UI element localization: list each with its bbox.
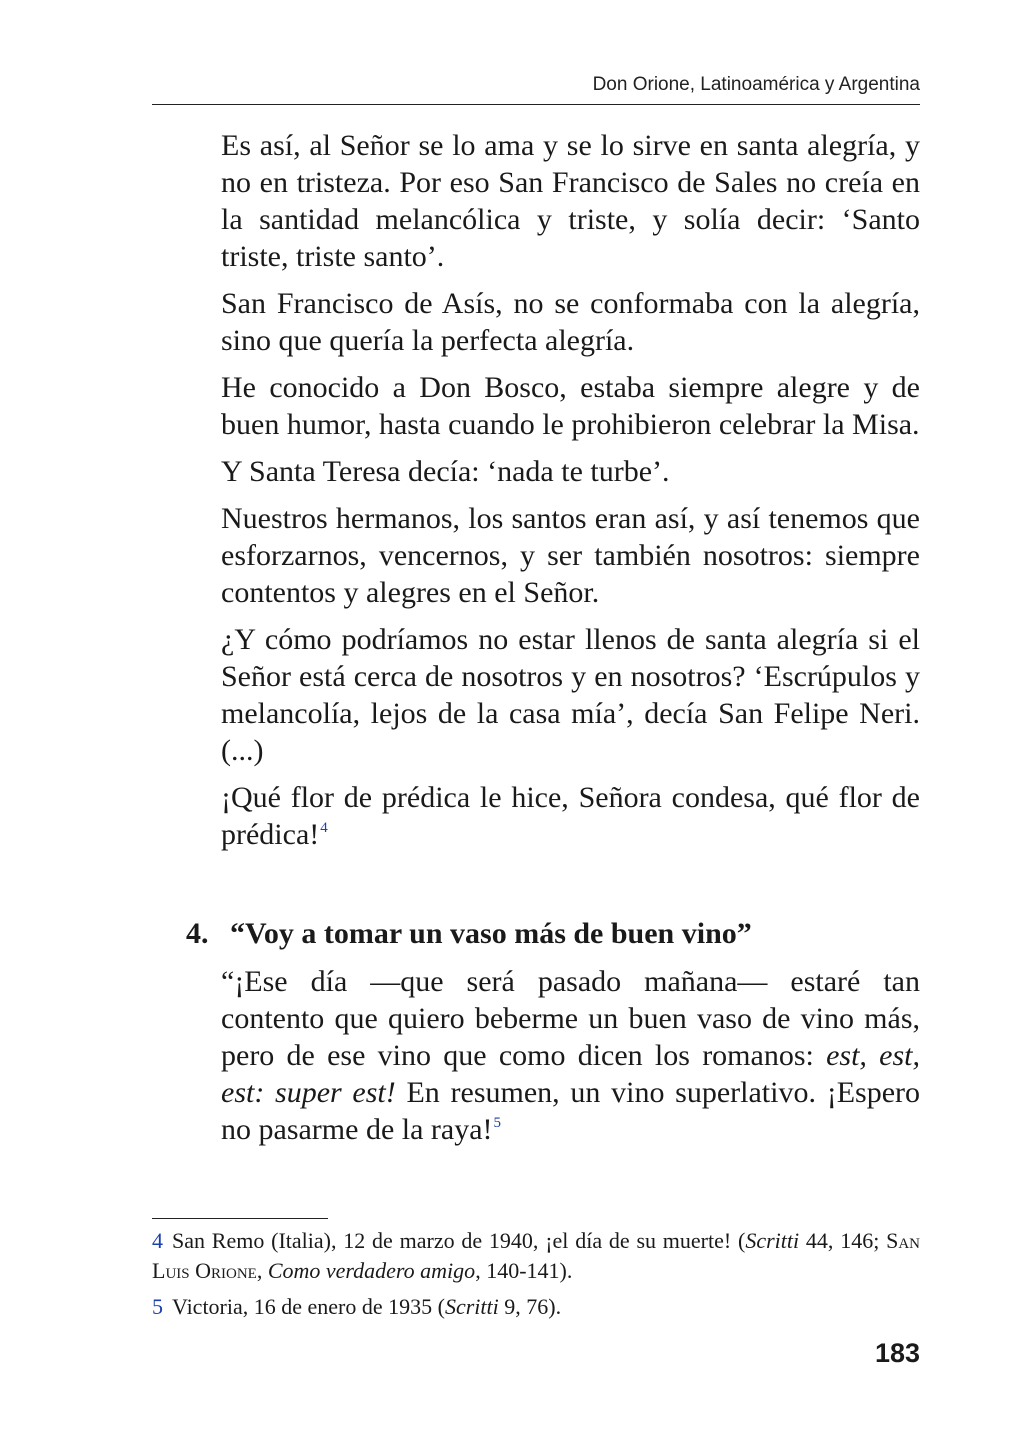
paragraph-text: San Francisco de Asís, no se conformaba con la alegría, sino que quería la perfecta alegría. [221,287,920,357]
footnote-italic: Scritti [745,1228,800,1253]
footnote-text: , [256,1258,268,1283]
paragraph-text: ¡Qué flor de prédica le hice, Señora condesa, qué flor de prédica! [221,781,920,851]
footnote-reference-5[interactable]: 5 [493,1115,502,1131]
footnote-italic: Scritti [444,1294,499,1319]
section-text-part: “¡Ese día —que será pasado mañana— estaré tan contento que quiero beberme un buen vaso de vino más, pero de ese vino que como dicen los romanos: [221,965,920,1072]
paragraph [221,963,920,1148]
paragraph-text: He conocido a Don Bosco, estaba siempre alegre y de buen humor, hasta cuando le prohibieron celebrar la Misa. [221,371,920,441]
footnote-text: San Remo (Italia), 12 de marzo de 1940, ¡el día de su muerte! ( [172,1228,746,1253]
footnote-text: , 140-141). [475,1258,573,1283]
section-heading [186,915,920,952]
section-text-part: En resumen, un vino superlativo. ¡Espero no pasarme de la raya! [221,1076,920,1146]
footnote-text: Victoria, 16 de enero de 1935 ( [172,1294,445,1319]
paragraph [221,369,920,443]
paragraph [221,127,920,275]
paragraph-text: ¿Y cómo podríamos no estar llenos de santa alegría si el Señor está cerca de nosotros y en nosotros? ‘Escrúpulos y melancolía, lejos de la casa mía’, decía San Felipe Neri. (...) [221,623,920,767]
paragraph [221,500,920,611]
footnote-author: San Luis Orione [152,1228,921,1283]
paragraph [221,621,920,769]
paragraph [221,285,920,359]
footnote-reference-4[interactable]: 4 [320,820,328,836]
footnote-italic: Como verdadero amigo [267,1258,476,1283]
section-title: “Voy a tomar un vaso más de buen vino” [230,917,752,950]
paragraph-text: Y Santa Teresa decía: ‘nada te turbe’. [221,455,670,488]
paragraph-text: Es así, al Señor se lo ama y se lo sirve en santa alegría, y no en tristeza. Por eso San Francisco de Sales no creía en la santidad melancólica y triste, y solía decir: ‘Santo triste, triste santo’. [221,129,920,273]
latin-quote: est, est, est: super est! [221,1039,920,1109]
section-number: 4. [186,917,209,950]
footnotes [152,1226,920,1328]
running-header [152,74,920,105]
footnote-text: 44, 146; [799,1228,887,1253]
running-title: Don Orione, Latinoamérica y Argentina [592,74,920,95]
footnote-divider [152,1218,328,1219]
paragraph [221,453,920,490]
paragraph [221,779,920,853]
footnote-text: 9, 76). [498,1294,562,1319]
body-text [221,127,920,863]
paragraph-text: Nuestros hermanos, los santos eran así, y así tenemos que esforzarnos, vencernos, y ser también nosotros: siempre contentos y alegres en el Señor. [221,502,920,609]
footnote-number[interactable]: 5 [152,1294,163,1319]
footnote-4 [152,1226,920,1286]
section-body [221,963,920,1148]
footnote-5 [152,1292,920,1322]
footnote-number[interactable]: 4 [152,1228,163,1253]
page-number: 183 [874,1338,920,1368]
